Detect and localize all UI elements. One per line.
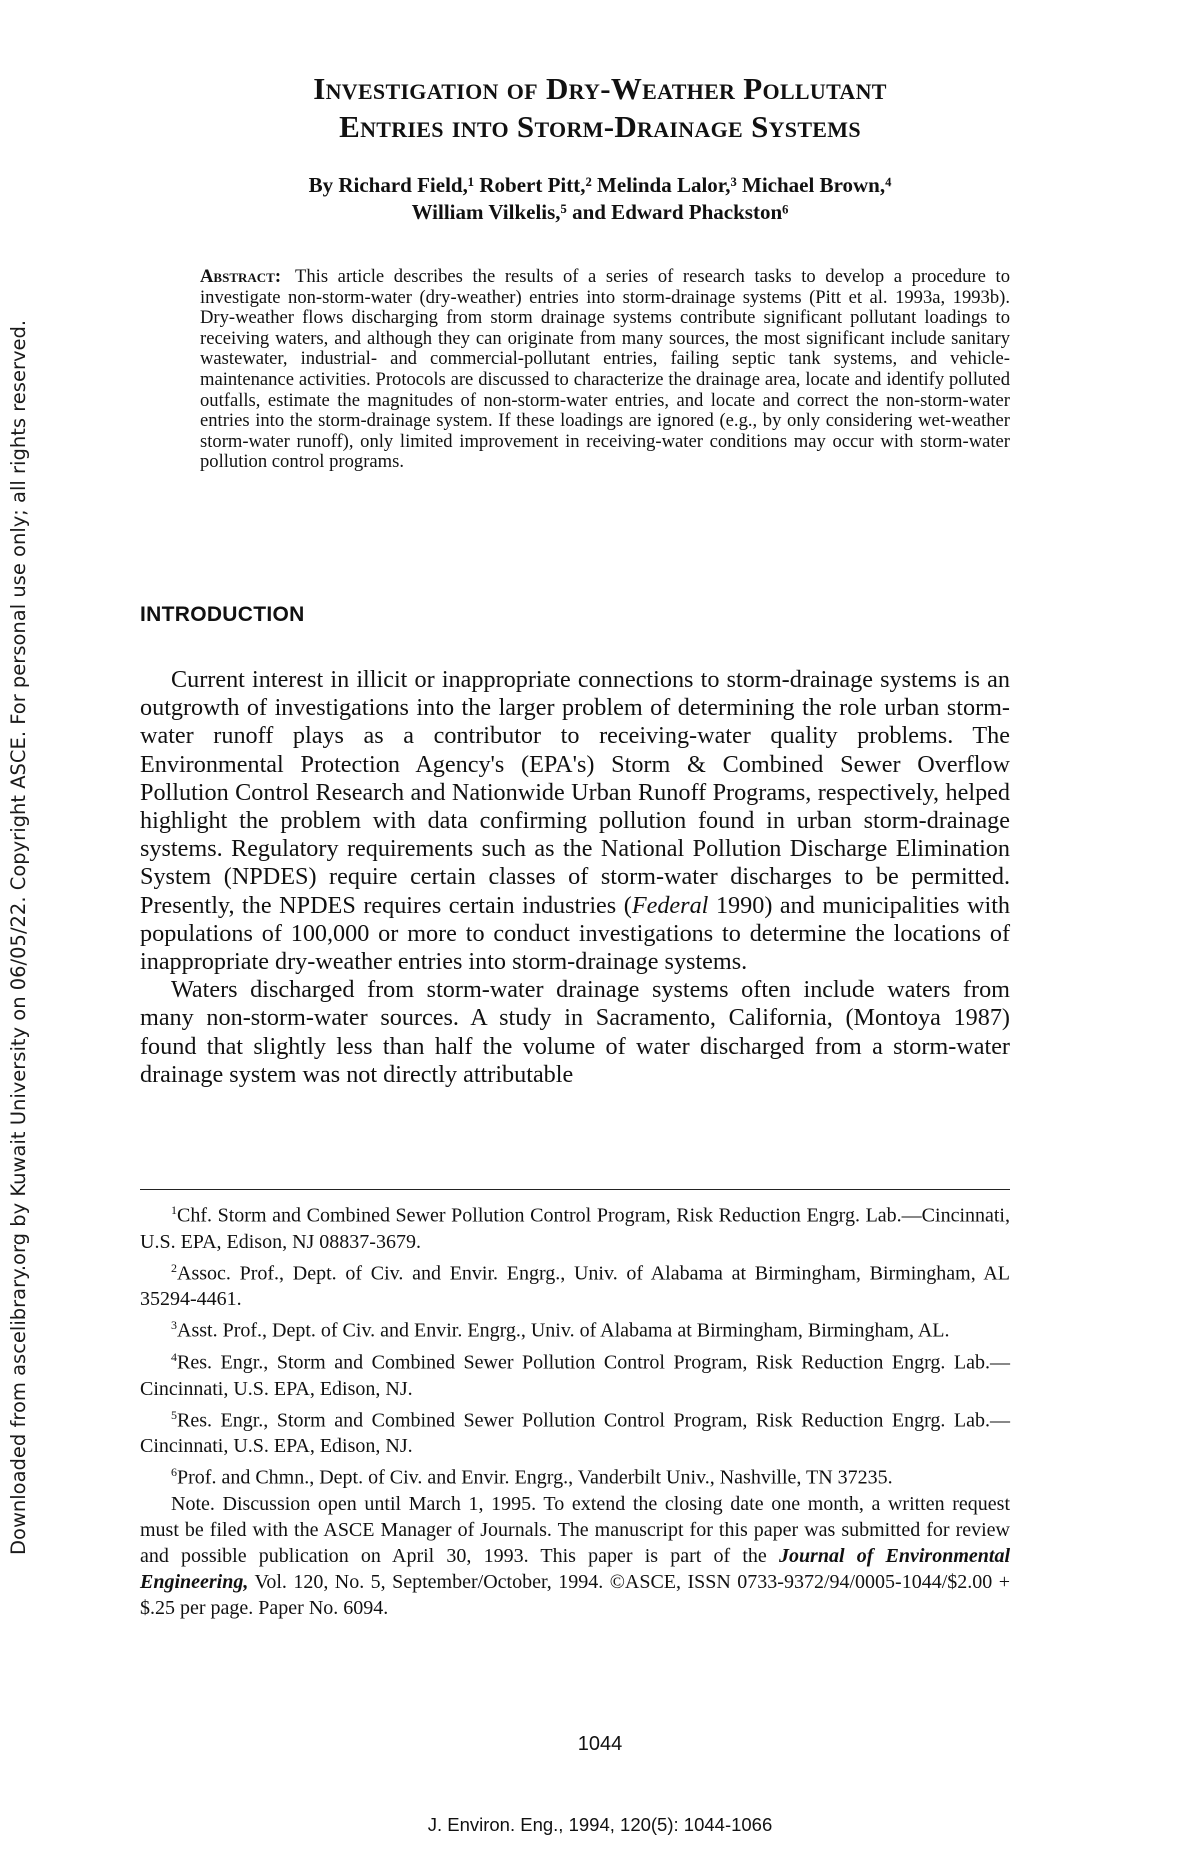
paragraph-1-part-a: Current interest in illicit or inappropriate connections to storm-drainage systems is an outgrowth of investigations into the larger problem of determining the role urban storm-water runoff plays as a contributor to receiving-water quality problems. The Environmental Protection Agency's (EPA's) Storm & Combined Sewer Overflow Pollution Control Research and Nationwide Urban Runoff Programs, respectively, helped highlight the problem with data confirming pollution found in urban storm-drainage systems. Regulatory requirements such as the National Pollution Discharge Elimination System (NPDES) require certain classes of storm-water discharges to be permitted. Presently, the NPDES requires certain industries (: [140, 666, 1010, 919]
footnote-marker: 4: [171, 1349, 177, 1364]
footnote: [140, 1255, 1010, 1313]
footnote: [140, 1459, 1010, 1491]
publication-note: [140, 1491, 1010, 1621]
footnote-divider: [140, 1189, 1010, 1190]
footnote-text: Assoc. Prof., Dept. of Civ. and Envir. Engrg., Univ. of Alabama at Birmingham, Birmingham, AL 35294-4461.: [140, 1262, 1010, 1311]
footnote: [140, 1344, 1010, 1402]
paragraph: [140, 666, 1010, 976]
italic-federal: Federal: [631, 891, 709, 919]
abstract-label: Abstract:: [200, 266, 282, 287]
footnote: [140, 1312, 1010, 1344]
authors-line-1: By Richard Field,¹ Robert Pitt,² Melinda Lalor,³ Michael Brown,⁴: [308, 173, 892, 197]
paragraph-1-part-b: 1990) and municipalities with populations of 100,000 or more to conduct investigations to determine the locations of inappropriate dry-weather entries into storm-drainage systems.: [140, 891, 1011, 976]
section-heading-introduction: INTRODUCTION: [140, 603, 305, 626]
footnote-text: Res. Engr., Storm and Combined Sewer Pollution Control Program, Risk Reduction Engrg. Lab.—Cincinnati, U.S. EPA, Edison, NJ.: [140, 1351, 1010, 1400]
footnote-marker: 2: [171, 1260, 177, 1275]
note-text-a: Note. Discussion open until March 1, 1995. To extend the closing date one month, a written request must be filed with the ASCE Manager of Journals. The manuscript for this paper was submitted for review and possible publication on April 30, 1993. This paper is part of the: [140, 1492, 1010, 1567]
citation-footer: J. Environ. Eng., 1994, 120(5): 1044-1066: [427, 1814, 773, 1835]
footnote-text: Prof. and Chmn., Dept. of Civ. and Envir. Engrg., Vanderbilt Univ., Nashville, TN 37235.: [177, 1466, 893, 1489]
footnote-text: Chf. Storm and Combined Sewer Pollution Control Program, Risk Reduction Engrg. Lab.—Cincinnati, U.S. EPA, Edison, NJ 08837-3679.: [140, 1204, 1010, 1253]
footnote-text: Res. Engr., Storm and Combined Sewer Pollution Control Program, Risk Reduction Engrg. Lab.— Cincinnati, U.S. EPA, Edison, NJ.: [140, 1409, 1010, 1458]
introduction-body: [140, 666, 1010, 1089]
page-number: 1044: [577, 1733, 623, 1755]
abstract-text: This article describes the results of a series of research tasks to develop a procedure to investigate non-storm-water (dry-weather) entries into storm-drainage systems (Pitt et al. 1993a, 1993b). Dry-weather flows discharging from storm drainage systems contribute significant pollutant loadings to receiving waters, and although they can originate from many sources, the most significant include sanitary wastewater, industrial- and commercial-pollutant entries, failing septic tank systems, and vehicle-maintenance activities. Protocols are discussed to characterize the drainage area, locate and identify polluted outfalls, estimate the magnitudes of non-storm-water entries, and locate and correct the non-storm-water entries into the storm-drainage system. If these loadings are ignored (e.g., by only considering wet-weather storm-water runoff), only limited improvement in receiving-water conditions may occur with storm-water pollution control programs.: [200, 266, 1010, 473]
title-line-2: Entries into Storm-Drainage Systems: [339, 109, 861, 144]
footnotes: [140, 1197, 1010, 1621]
download-notice: Downloaded from ascelibrary.org by Kuwait University on 06/05/22. Copyright ASCE. For personal use only; all rights reserved.: [7, 319, 30, 1555]
author-list: [150, 172, 1050, 226]
note-text-b: Vol. 120, No. 5, September/October, 1994. ©ASCE, ISSN 0733-9372/94/0005-1044/$2.00 + $.25 per page. Paper No. 6094.: [140, 1570, 1010, 1619]
paragraph-2: Waters discharged from storm-water drainage systems often include waters from many non-storm-water sources. A study in Sacramento, California, (Montoya 1987) found that slightly less than half the volume of water discharged from a storm-water drainage system was not directly attributable: [140, 976, 1010, 1088]
abstract: [200, 267, 1010, 473]
footnote-text: Asst. Prof., Dept. of Civ. and Envir. Engrg., Univ. of Alabama at Birmingham, Birmingham, AL.: [177, 1319, 950, 1342]
footnote-marker: 3: [171, 1318, 177, 1333]
footnote: [140, 1197, 1010, 1255]
footnote: [140, 1402, 1010, 1460]
journal-name: Journal of Environmental Engineering,: [140, 1544, 1011, 1593]
footnote-marker: 1: [171, 1203, 177, 1217]
article-title: [150, 70, 1050, 146]
paragraph: [140, 976, 1010, 1089]
footnote-marker: 5: [171, 1407, 177, 1422]
title-line-1: Investigation of Dry-Weather Pollutant: [313, 71, 887, 106]
authors-line-2: William Vilkelis,⁵ and Edward Phackston⁶: [411, 200, 789, 224]
footnote-marker: 6: [171, 1465, 177, 1480]
